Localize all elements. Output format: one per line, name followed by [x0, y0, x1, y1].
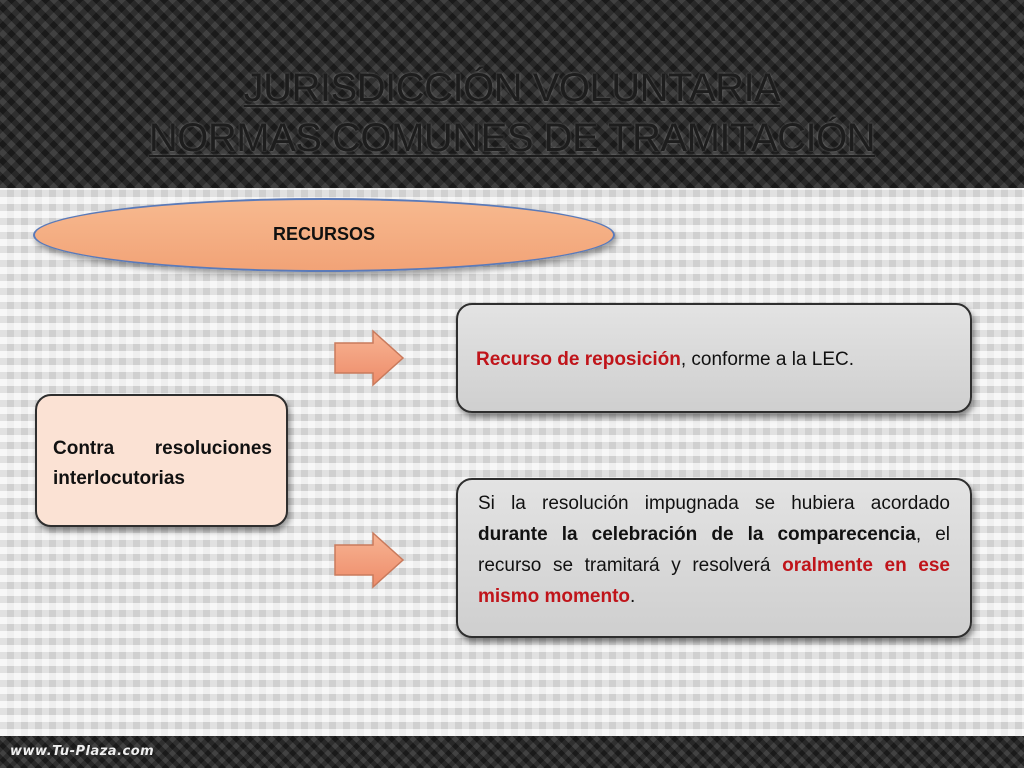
slide-title-line1: JURISDICCIÓN VOLUNTARIA: [243, 66, 781, 110]
box2-red: oralmente en ese mismo momento: [478, 555, 950, 607]
left-box-word1: Contra: [53, 438, 115, 459]
box2-part1: Si la resolución impugnada se hubiera acordado: [478, 493, 950, 514]
left-box-word2: resoluciones: [154, 438, 272, 459]
slide-title-line2: NORMAS COMUNES DE TRAMITACIÓN: [148, 116, 876, 160]
comparecencia-box: [456, 478, 972, 638]
slide-header: [0, 0, 1024, 188]
recursos-ellipse: [33, 198, 615, 272]
right-arrow-icon: [333, 531, 405, 589]
footer-logo: www.Tu-Plaza.com: [10, 744, 155, 759]
left-box-line2: interlocutorias: [53, 468, 185, 489]
left-box-line1: [53, 434, 272, 464]
reposicion-rest: , conforme a la LEC.: [680, 349, 855, 370]
reposicion-box: [456, 303, 972, 413]
box2-part3: .: [630, 586, 636, 607]
box2-bold: durante la celebración de la comparecencia: [478, 524, 916, 545]
recursos-label: RECURSOS: [272, 223, 375, 244]
box2-part2: , el recurso se tramitará y resolverá: [478, 524, 950, 576]
interlocutorias-box: [35, 394, 288, 527]
reposicion-highlight: Recurso de reposición: [476, 349, 681, 370]
right-arrow-icon: [333, 329, 405, 387]
slide-footer: [0, 736, 1024, 768]
